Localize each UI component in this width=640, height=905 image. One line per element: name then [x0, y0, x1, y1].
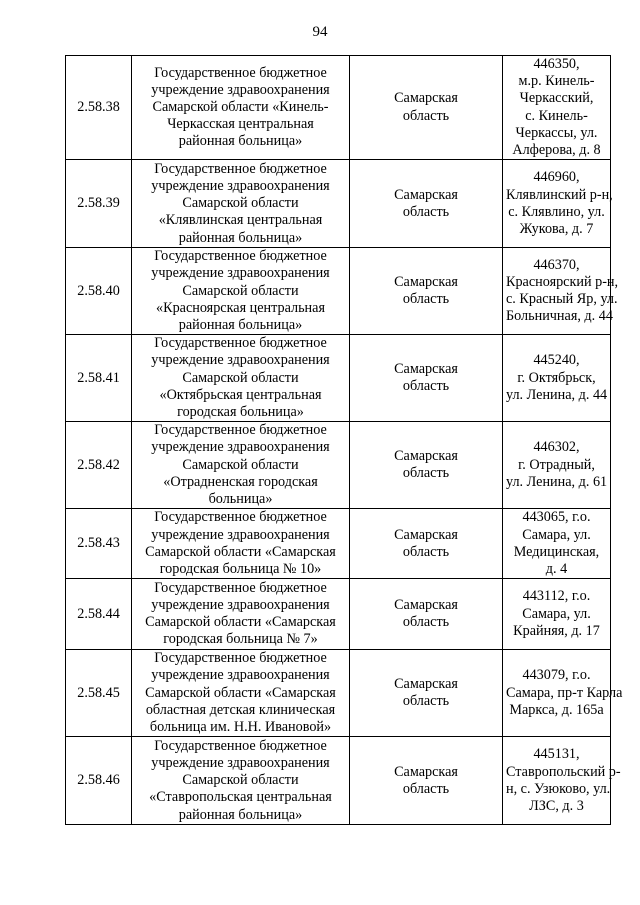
row-number-cell: 2.58.38 [66, 56, 132, 160]
institution-name-cell [132, 509, 350, 579]
institution-name-line: учреждение здравоохранения [151, 177, 330, 194]
institution-name-cell [132, 650, 350, 737]
address-line: с. Кинель- [525, 107, 588, 124]
row-number-cell: 2.58.41 [66, 335, 132, 422]
region-line: Самарская [394, 763, 458, 780]
institution-name-line: учреждение здравоохранения [151, 352, 330, 369]
institution-name-line: Самарской области [182, 195, 299, 212]
institution-name-line: «Октябрьская центральная [159, 386, 322, 403]
institution-name-line: Государственное бюджетное [154, 650, 327, 667]
address-line: Черкасский, [519, 90, 594, 107]
region-cell [350, 160, 503, 248]
institution-name-line: больница» [208, 491, 273, 508]
address-line: Самара, ул. [522, 526, 591, 543]
institution-name-cell [132, 579, 350, 650]
institution-name-cell [132, 422, 350, 509]
address-line: Медицинская, [513, 543, 600, 560]
institution-name-cell [132, 335, 350, 422]
region-line: Самарская [394, 361, 458, 378]
institution-name-line: учреждение здравоохранения [151, 754, 330, 771]
address-cell [503, 579, 611, 650]
row-number-cell: 2.58.42 [66, 422, 132, 509]
address-line: ул. Ленина, д. 44 [506, 386, 608, 403]
table-row [66, 335, 611, 422]
region-line: область [402, 614, 450, 631]
address-line: ЛЗС, д. 3 [529, 797, 584, 814]
region-cell [350, 650, 503, 737]
institution-name-line: районная больница» [178, 806, 303, 823]
row-number-cell: 2.58.43 [66, 509, 132, 579]
table-row [66, 579, 611, 650]
institution-name-line: Самарской области [182, 282, 299, 299]
institution-name-line: Самарской области «Самарская [145, 614, 336, 631]
institution-name-line: Государственное бюджетное [154, 509, 327, 526]
table-body [66, 56, 623, 825]
address-line: Красноярский р-н, [506, 274, 619, 291]
address-line: Ставропольский р- [506, 763, 621, 780]
institution-name-cell [132, 737, 350, 825]
address-cell [503, 56, 611, 160]
address-line: 446370, [533, 256, 580, 273]
region-cell [350, 335, 503, 422]
region-line: область [402, 378, 450, 395]
table-row [66, 422, 611, 509]
region-line: область [402, 543, 450, 560]
institution-name-line: Государственное бюджетное [154, 422, 327, 439]
page-number: 94 [312, 24, 328, 40]
table-row [66, 56, 611, 160]
region-line: Самарская [394, 526, 458, 543]
institution-name-line: Государственное бюджетное [154, 64, 327, 81]
address-cell [503, 737, 621, 825]
address-line: 446302, [533, 439, 580, 456]
address-line: Самара, ул. [522, 605, 591, 622]
address-line: Маркса, д. 165а [509, 701, 604, 718]
address-line: м.р. Кинель- [518, 73, 595, 90]
institution-name-line: Самарской области [182, 772, 299, 789]
address-line: Больничная, д. 44 [506, 308, 613, 325]
address-cell [503, 160, 611, 248]
region-line: область [402, 465, 450, 482]
address-line: н, с. Узюково, ул. [506, 780, 611, 797]
institution-name-line: районная больница» [178, 133, 303, 150]
region-line: область [402, 291, 450, 308]
region-cell [350, 248, 503, 335]
region-line: Самарская [394, 448, 458, 465]
address-line: 446960, [533, 169, 580, 186]
institution-name-line: городская больница № 7» [163, 631, 318, 648]
institution-name-cell [132, 248, 350, 335]
table-row [66, 160, 611, 248]
row-number-cell: 2.58.46 [66, 737, 132, 825]
institution-name-cell [132, 160, 350, 248]
institution-name-line: Самарской области «Самарская [145, 684, 336, 701]
address-cell [503, 335, 611, 422]
row-number-cell: 2.58.45 [66, 650, 132, 737]
address-cell [503, 422, 611, 509]
address-line: д. 4 [545, 560, 568, 577]
region-cell [350, 579, 503, 650]
address-line: Жукова, д. 7 [519, 220, 594, 237]
institution-name-line: Государственное бюджетное [154, 737, 327, 754]
institution-name-cell [132, 56, 350, 160]
region-cell [350, 56, 503, 160]
table-row [66, 509, 611, 579]
institution-name-line: городская больница» [177, 404, 304, 421]
institution-name-line: Самарской области [182, 369, 299, 386]
address-line: ул. Ленина, д. 61 [506, 473, 608, 490]
table-row [66, 248, 611, 335]
institution-name-line: больница им. Н.Н. Ивановой» [149, 719, 332, 736]
institution-name-line: «Красноярская центральная [156, 299, 325, 316]
address-line: Крайняя, д. 17 [513, 622, 600, 639]
institution-name-line: Черкасская центральная [167, 116, 314, 133]
address-line: г. Октябрьск, [517, 369, 596, 386]
row-number-cell: 2.58.39 [66, 160, 132, 248]
table-row [66, 650, 611, 737]
institution-name-line: учреждение здравоохранения [151, 667, 330, 684]
institution-name-line: районная больница» [178, 317, 303, 334]
table-row [66, 737, 611, 825]
address-line: Самара, пр-т Карла [506, 684, 623, 701]
institution-name-line: «Ставропольская центральная [149, 789, 332, 806]
address-cell [503, 248, 619, 335]
region-line: область [402, 107, 450, 124]
institution-name-line: Государственное бюджетное [154, 160, 327, 177]
row-number-cell: 2.58.44 [66, 579, 132, 650]
region-line: Самарская [394, 186, 458, 203]
region-line: Самарская [394, 90, 458, 107]
institution-name-line: Государственное бюджетное [154, 335, 327, 352]
region-line: область [402, 693, 450, 710]
region-line: Самарская [394, 274, 458, 291]
region-line: Самарская [394, 676, 458, 693]
address-line: с. Клявлино, ул. [508, 203, 605, 220]
institution-name-line: Государственное бюджетное [154, 579, 327, 596]
institution-name-line: «Клявлинская центральная [158, 212, 323, 229]
institution-name-line: учреждение здравоохранения [151, 526, 330, 543]
institution-name-line: учреждение здравоохранения [151, 439, 330, 456]
institution-name-line: городская больница № 10» [159, 560, 322, 577]
institution-name-line: областная детская клиническая [145, 701, 336, 718]
institution-name-line: Государственное бюджетное [154, 248, 327, 265]
institution-name-line: учреждение здравоохранения [151, 265, 330, 282]
institution-name-line: Самарской области «Самарская [145, 543, 336, 560]
institutions-table [65, 55, 623, 825]
address-line: 445240, [533, 352, 580, 369]
institution-name-line: районная больница» [178, 229, 303, 246]
region-cell [350, 737, 503, 825]
region-cell [350, 509, 503, 579]
address-line: 443079, г.о. [522, 667, 591, 684]
address-line: Алферова, д. 8 [512, 142, 601, 159]
address-line: 445131, [533, 746, 580, 763]
address-line: Черкассы, ул. [515, 124, 598, 141]
address-line: Клявлинский р-н, [506, 186, 613, 203]
address-line: г. Отрадный, [518, 456, 595, 473]
institution-name-line: учреждение здравоохранения [151, 597, 330, 614]
address-line: 446350, [533, 56, 580, 72]
address-cell [503, 650, 623, 737]
address-cell [503, 509, 611, 579]
row-number-cell: 2.58.40 [66, 248, 132, 335]
institution-name-line: «Отрадненская городская [163, 473, 318, 490]
institution-name-line: учреждение здравоохранения [151, 81, 330, 98]
institution-name-line: Самарской области [182, 456, 299, 473]
region-line: область [402, 203, 450, 220]
address-line: с. Красный Яр, ул. [506, 291, 618, 308]
address-line: 443112, г.о. [522, 588, 591, 605]
region-line: область [402, 780, 450, 797]
institution-name-line: Самарской области «Кинель- [152, 99, 329, 115]
region-line: Самарская [394, 597, 458, 614]
address-line: 443065, г.о. [522, 509, 591, 526]
region-cell [350, 422, 503, 509]
